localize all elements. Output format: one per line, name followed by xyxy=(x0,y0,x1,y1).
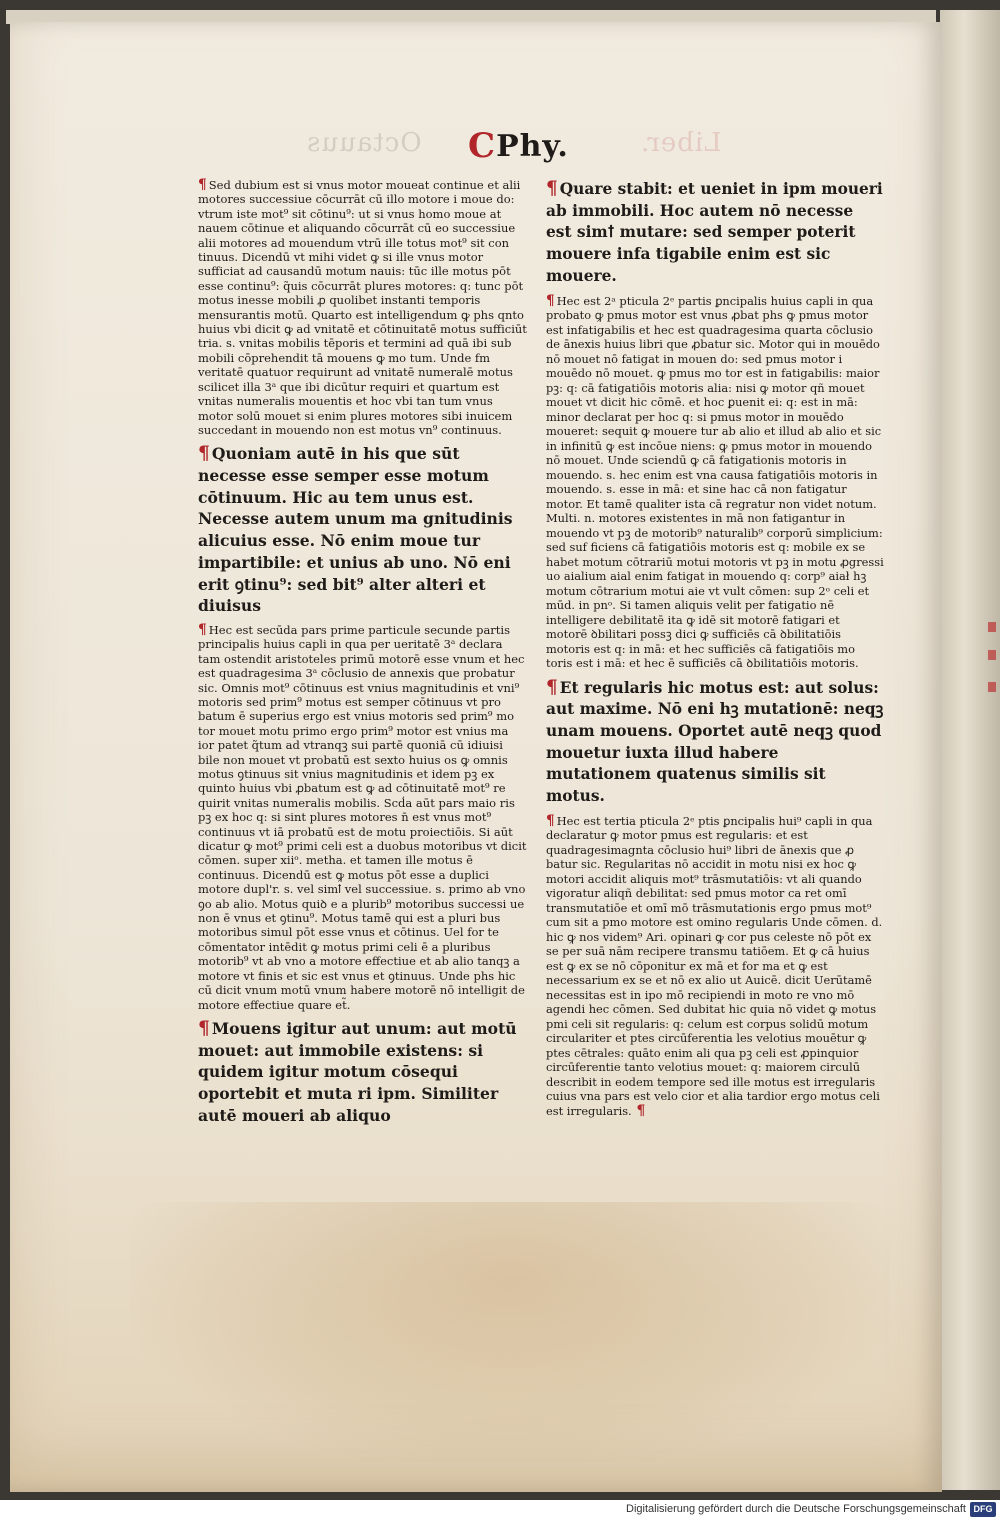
aristotle-text-paragraph xyxy=(546,178,884,288)
paragraph-mark-icon: ¶ xyxy=(198,177,207,193)
running-header xyxy=(468,126,588,166)
left-column xyxy=(198,178,528,1132)
paragraph-text: Hec est 2ᵃ pticula 2ᵉ partis ꝑncipalis huius capli in qua probato ꝙ pmus motor est vnus ꝓbat phs ꝙ pmus motor est infatigabilis et hec est quadragesima quarta cōclusio de ānexis huius libri que ꝓbatur sic. Motor qui in mouēdo nō mouet nō fatigat in mouen do: sed pmus motor i mouēdo nō mouet. ꝙ pmus mo tor est in fatigabilis: maior pꝫ: q: cā fatigatiōis motoris alia: nisi ꝙ motor qñ mouet mouet vt dicit hic cōmē. et hoc ꝑuenit ei: q: est in mā: minor declarat per hoc q: si pmus motor in mouēdo moueret: sequit ꝙ mouere tur ab alio et illud ab alio et sic in infinitū ꝙ est incōue niens: ꝙ pmus motor in mouendo nō mouet. Unde sciendū ꝙ cā fatigationis motoris in mouendo. s. hec enim est vna causa fatigatiōis motoris in mouendo. s. esse in mā: et sine hac cā non fatigatur motor. Et tamē qualiter ista cā regratur non videt notum. Multi. n. motores existentes in mā non fatigantur in mouendo vt pꝫ de motorib⁹ naturalib⁹ corporū simplicium: sed suf ficiens cā fatigatiōis motoris est q: mobile ex se habet motum cōtrariū motui motoris vt pꝫ in motu ꝓgressi uo aialium aial enim fatigat in mouendo q: corp⁹ aiał hꝫ motum cōtrarium motui aie vt vult cōmen: sup 2ᵒ celi et mūd. in pnᵒ. Si tamen aliquis velit per fatigatio nē intelligere debilitatē ita ꝙ idē sit motorē fatigari et motorē ꝺbilitari possꝫ dici ꝙ sufficiēs cā ꝺbilitatiōis motoris est q: in mā: et hec sufficiēs cā fatigatiōis mo toris est i mā: et hec ē sufficiēs cā ꝺbilitatiōis motoris. xyxy=(546,293,884,671)
paragraph-text: Hec est tertia pticula 2ᵉ ptis ꝑncipalis hui⁹ capli in qua declaratur ꝙ motor pmus est regularis: et est quadragesimagnta cōclusio hui⁹ libri de ānexis que ꝓ batur sic. Regularitas nō accidit in motu nisi ex hoc ꝙ motori accidit aliquis mot⁹ trāsmutatiōis: vt ali quando vigoratur aliqñ debilitat: sed pmus motor ca ret omī transmutatiōe et omī mō trāsmutationis ergo pmus mot⁹ cum sit a pmo motore est omino regularis Unde cōmen. d. hic ꝙ nos videm⁹ Ari. opinari ꝙ cor pus celeste nō pōt ex se per suā nām recipere transmu tatiōem. Et ꝙ cā huius est ꝙ ex se nō cōponitur ex mā et for ma et ꝙ est necessarium ex se et nō ex alio ut Auicē. dicit Uerūtamē necessitas est in ipo mō recipiendi in moto re vno mō agendi hec cōmen. Sed dubitat hic quia nō videt ꝙ motus pmi celi sit regularis: q: celum est corpus solidū motum circulariter et ptes circūferentia les velotius mouētur ꝙ ptes cētrales: quāto enim ali qua pꝫ celi est ꝓpinquior circūferentie tanto velotius mouet: q: maiorem circulū describit in eodem tempore sed ille motus est irregularis cuius vna pars est velo cior et alia tardior ergo motus celi est irregularis. xyxy=(546,813,883,1118)
water-stain xyxy=(130,1202,890,1462)
commentary-paragraph xyxy=(546,294,884,671)
commentary-paragraph xyxy=(198,178,528,437)
paragraph-text: Quare stabit: et ueniet in ipm moueri ab immobili. Hoc autem nō necesse est simꝉ mutare: sed semper poterit mouere infa tigabile enim est sic mouere. xyxy=(546,180,883,285)
bleedthrough-left: Octauus xyxy=(306,128,422,158)
paragraph-text: Quoniam autē in his que sūt necesse esse semper esse motum cōtinuum. Hic au tem unus est. Necesse autem unum ma gnitudinis alicuius esse. Nō enim moue tur impartibile: et unius ab uno. Nō eni erit ꝯtinu⁹: sed bit⁹ alter alteri et diuisus xyxy=(198,444,513,616)
commentary-paragraph xyxy=(198,623,528,1012)
paragraph-text: Et regularis hic motus est: aut solus: aut maxime. Nō eni hꝫ mutationē: neqꝫ unam mouens. Oportet autē neqꝫ quod mouetur iuxta illud habere mutationem quatenus similis sit motus. xyxy=(546,678,884,806)
right-column xyxy=(546,178,884,1124)
bleedthrough-right: Liber. xyxy=(640,128,722,158)
paragraph-mark-icon: ¶ xyxy=(198,621,207,638)
header-initial: C xyxy=(468,126,496,166)
aristotle-text-paragraph xyxy=(198,1018,528,1127)
end-mark-icon: ¶ xyxy=(631,1102,646,1119)
paragraph-mark-icon: ¶ xyxy=(546,812,555,829)
aristotle-text-paragraph xyxy=(198,443,528,617)
paragraph-text: Sed dubium est si vnus motor moueat continue et alii motores successiue cōcurrāt cū illo motore i moue do: vtrum iste mot⁹ sit cōtinu⁹: ut si vnus homo moue at nauem cōtinue et aliquando cōcurrāt cū eo successiue alii motores ad mouendum vtrū ille totus mot⁹ sit con tinuus. Dicendū vt mihi videt ꝙ si ille vnus motor sufficiat ad causandū motum nauis: tūc ille motus pōt esse continu⁹: q̃uis cōcurrāt plures motores: q: tunc pōt motus inesse mobili ꝓ quolibet instanti temporis mensurantis motū. Quarto est intelligendum ꝙ phs qnto huius vbi dicit ꝙ ad vnitatē et cōtinuitatē motus sufficiūt tria. s. vnitas mobilis tēporis et termini ad quā ibi sub mobili cōprehendit tā mouens ꝙ mo tum. Unde fm veritatē quatuor requirunt ad vnitatē numeralē motus scilicet illa 3ᵃ que ibi dicūtur requiri et quartum est vnitas numeralis mouentis et hoc vbi tan tum vnus motor solū mouet si enim plures motores sibi inuicem succedant in mouendo non est motus vn⁹ continuus. xyxy=(198,178,527,437)
paragraph-text: Hec est secūda pars prime particule secunde partis principalis huius capli in qua per ueritatē 3ᵃ declara tam ostendit aristoteles primū motorē esse vnum et hec est quadragesima 3ᵃ cōclusio de annexis que probatur sic. Omnis mot⁹ cōtinuus est vnius magnitudinis et vni⁹ motoris sed prim⁹ motus est semper cōtinuus vt pro batum ē superius ergo est vnius motoris sed prim⁹ mo tor mouet motu primo ergo prim⁹ motor est vnius ma ior patet q̃tum ad vtranqꝫ sui partē quoniā cū idiuisi bile non mouet vt probatū est sexto huius os ꝙ omnis motus ꝯtinuus sit vnius magnitudinis et idem pꝫ ex quinto huius vbi ꝓbatum est ꝙ ad cōtinuitatē mot⁹ re quirit vnitas numeralis mobilis. Scḋa aūt pars maio ris pꝫ ex hoc q: si sint plures motores n̄ est vnus mot⁹ continuus vt iā probatū est de motu proiectiōis. Si aūt dicatur ꝙ mot⁹ primi celi est a duobus motoribus vt dicit cōmen. super xiiᵒ. metha. et tamen ille motus ē continuus. Dicendū est ꝙ motus pōt esse a duplici motore dupl'r. s. vel simꝉ vel successiue. s. primo ab vno ꝯo ab alio. Motus quiꝺ e a plurib⁹ motoribus successi ue non ē vnus et ꝯtinu⁹. Motus tamē qui est a pluri bus motoribus simul pōt esse vnus et cōtinus. Uel for te cōmentator intēdit ꝙ motus primi celi ē a pluribus motorib⁹ vt ab vno a motore effectiue et ab alio tanqꝫ a motore vt finis et sic est vnus et ꝯtinuus. Unde phs hic cū dicit vnum motū vnum habere motorē nō intelligit de motore effectiue quare et̃. xyxy=(198,622,527,1012)
footer-bar xyxy=(0,1500,1000,1520)
paragraph-mark-icon: ¶ xyxy=(546,292,555,309)
dfg-logo-icon: DFG xyxy=(970,1502,996,1517)
edge-red-mark xyxy=(988,650,996,660)
header-title: Phy. xyxy=(496,128,569,164)
paragraph-mark-icon: ¶ xyxy=(546,676,558,698)
funding-notice: Digitalisierung gefördert durch die Deutsche Forschungsgemeinschaft xyxy=(626,1503,966,1515)
edge-red-mark xyxy=(988,682,996,692)
edge-red-mark xyxy=(988,622,996,632)
commentary-paragraph xyxy=(546,814,884,1119)
paragraph-mark-icon: ¶ xyxy=(546,178,558,199)
paragraph-mark-icon: ¶ xyxy=(198,1016,210,1039)
aristotle-text-paragraph xyxy=(546,677,884,808)
adjacent-page-edge xyxy=(940,10,1000,1490)
paragraph-text: Mouens igitur aut unum: aut motū mouet: aut immobile existens: si quidem igitur motum cōsequi oportebit et muta ri ipm. Similiter autē moueri ab aliquo xyxy=(198,1018,517,1125)
paragraph-mark-icon: ¶ xyxy=(198,442,210,465)
